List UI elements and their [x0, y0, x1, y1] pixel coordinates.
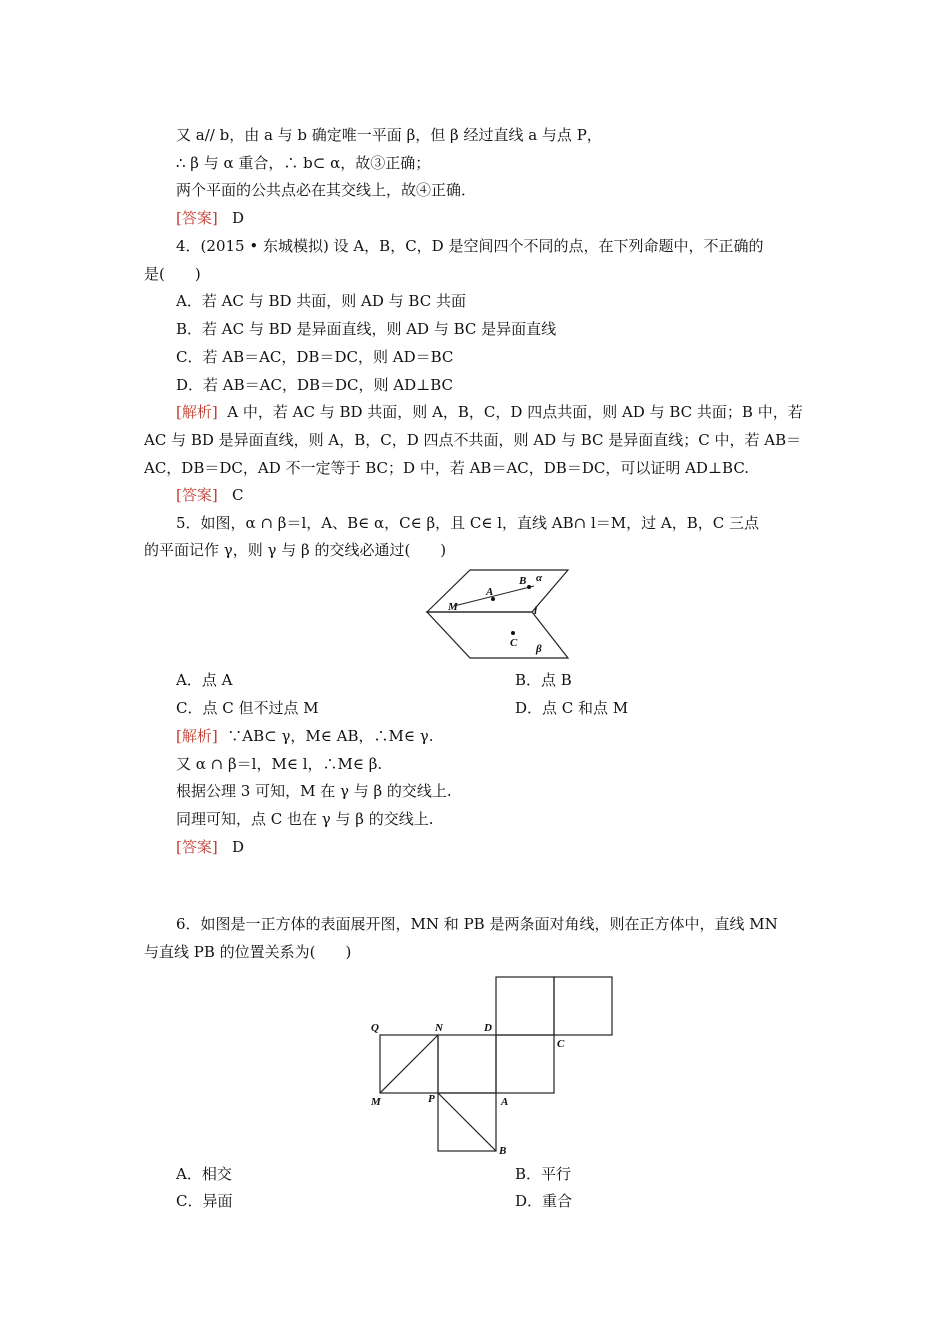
answer-tag: [答案]	[176, 838, 218, 856]
option-d: D．点 C 和点 M	[515, 699, 629, 717]
figure-label: D	[484, 1022, 492, 1034]
question-4-stem-cont: 是( )	[144, 265, 201, 283]
answer-row	[176, 208, 244, 228]
diagonal-pb	[438, 1093, 496, 1151]
question-6-stem: 6．如图是一正方体的表面展开图，MN 和 PB 是两条面对角线，则在正方体中，直线 MN	[176, 915, 778, 933]
figure-label: B	[519, 575, 527, 587]
answer-value: D	[232, 209, 245, 227]
option-a: A．点 A	[176, 671, 233, 689]
option-b: B．平行	[515, 1165, 572, 1183]
option-b: B．点 B	[515, 671, 572, 689]
figure-label: B	[499, 1145, 507, 1157]
question-6-stem-cont: 与直线 PB 的位置关系为( )	[144, 943, 352, 961]
answer-tag: [答案]	[176, 209, 218, 227]
figure-label: A	[486, 586, 494, 598]
diagonal-mn	[380, 1035, 438, 1093]
answer-tag: [答案]	[176, 486, 218, 504]
answer-value: D	[232, 838, 245, 856]
figure-label: M	[371, 1096, 381, 1108]
figure-label: N	[435, 1022, 443, 1034]
option-c: C．异面	[176, 1192, 233, 1210]
question-5-stem-cont: 的平面记作 γ，则 γ 与 β 的交线必通过( )	[144, 541, 447, 559]
option-d: D．重合	[515, 1192, 573, 1210]
analysis-tag: [解析]	[176, 727, 218, 745]
option-c: C．若 AB＝AC，DB＝DC，则 AD＝BC	[176, 348, 454, 366]
figure-label: l	[534, 605, 538, 617]
point-b	[527, 585, 531, 589]
figure-label: M	[448, 601, 458, 613]
analysis-text: A 中，若 AC 与 BD 共面，则 A，B，C，D 四点共面，则 AD 与 BC 共面；B 中，若	[227, 403, 803, 421]
analysis-text: AC，DB＝DC，AD 不一定等于 BC；D 中，若 AB＝AC，DB＝DC，可以证明 AD⊥BC.	[144, 459, 750, 477]
figure-label: β	[536, 643, 542, 655]
answer-value: C	[232, 486, 244, 504]
point-c	[511, 631, 515, 635]
answer-row	[176, 837, 244, 857]
question-5-stem: 5．如图，α ∩ β＝l，A、B∈ α，C∈ β，且 C∈ l，直线 AB∩ l＝M，过 A，B，C 三点	[176, 514, 760, 532]
analysis-text: ∵AB⊂ γ，M∈ AB，∴M∈ γ.	[227, 727, 434, 745]
analysis-tag: [解析]	[176, 403, 218, 421]
line-ab	[454, 586, 534, 606]
analysis-text: 根据公理 3 可知，M 在 γ 与 β 的交线上.	[176, 782, 452, 800]
figure-label: Q	[371, 1022, 379, 1034]
analysis-text: 同理可知，点 C 也在 γ 与 β 的交线上.	[176, 810, 434, 828]
option-b: B．若 AC 与 BD 是异面直线，则 AD 与 BC 是异面直线	[176, 320, 557, 338]
question-4-stem: 4．(2015 • 东城模拟) 设 A，B，C，D 是空间四个不同的点，在下列命题中，不正确的	[176, 237, 764, 255]
plane-beta	[427, 612, 568, 658]
answer-row	[176, 485, 244, 505]
option-a: A．相交	[176, 1165, 232, 1183]
analysis-text: 又 α ∩ β＝l，M∈ l，∴M∈ β.	[176, 755, 383, 773]
analysis-row	[176, 726, 433, 746]
figure-label: α	[536, 572, 543, 584]
net-square	[496, 977, 554, 1035]
text-line: ∴ β 与 α 重合，∴ b⊂ α，故③正确；	[176, 154, 431, 172]
option-a: A．若 AC 与 BD 共面，则 AD 与 BC 共面	[176, 292, 466, 310]
analysis-text: AC 与 BD 是异面直线，则 A，B，C，D 四点不共面，则 AD 与 BC 是异面直线；C 中，若 AB＝	[144, 431, 802, 449]
text-line: 两个平面的公共点必在其交线上，故④正确．	[176, 181, 477, 199]
net-square	[554, 977, 612, 1035]
net-square	[438, 1035, 496, 1093]
planes-figure	[420, 564, 570, 664]
net-square	[496, 1035, 554, 1093]
option-c: C．点 C 但不过点 M	[176, 699, 319, 717]
figure-label: P	[428, 1093, 435, 1105]
figure-label: A	[501, 1096, 509, 1108]
figure-label: C	[557, 1038, 565, 1050]
text-line: 又 a// b，由 a 与 b 确定唯一平面 β，但 β 经过直线 a 与点 P，	[176, 126, 602, 144]
figure-label: C	[510, 637, 518, 649]
analysis-row	[176, 402, 803, 422]
option-d: D．若 AB＝AC，DB＝DC，则 AD⊥BC	[176, 376, 454, 394]
cube-net-figure	[366, 970, 618, 1162]
